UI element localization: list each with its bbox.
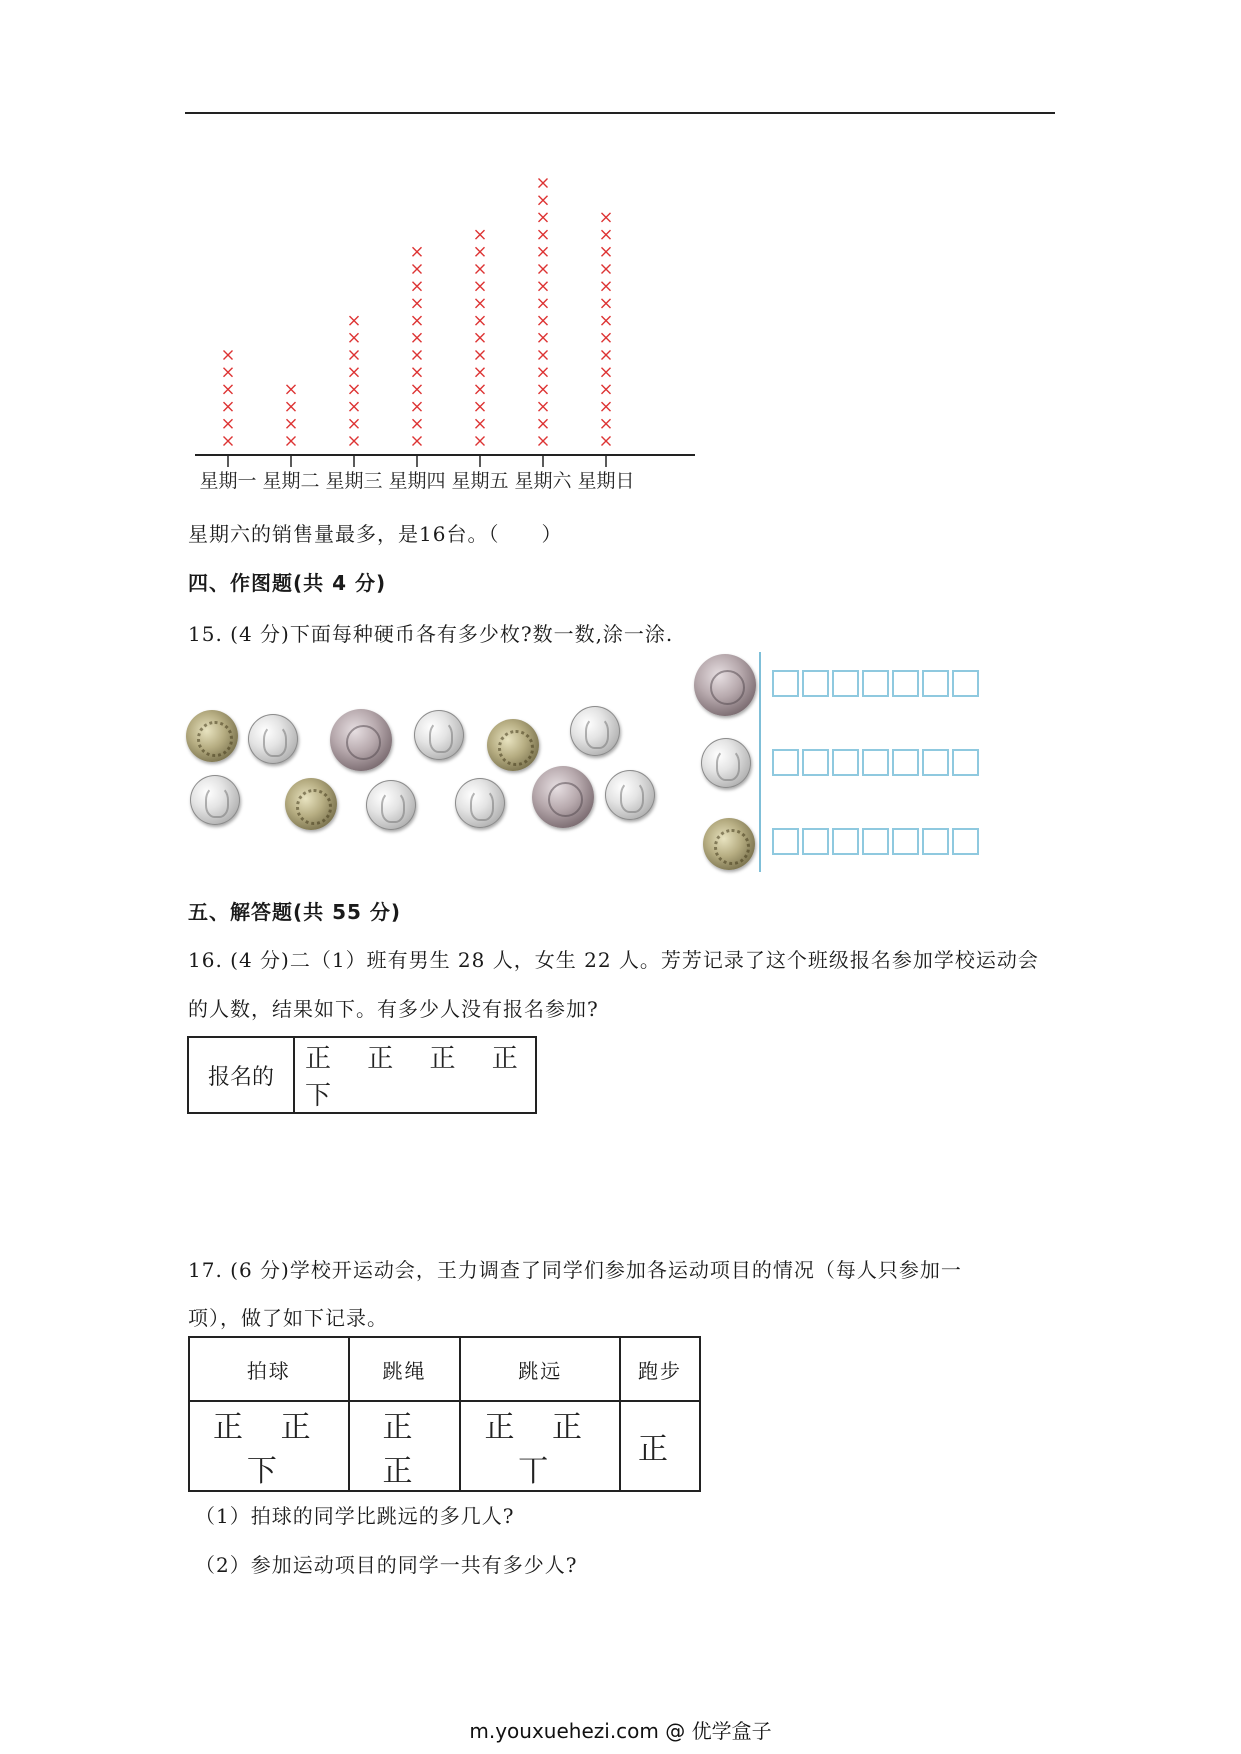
tally-mark <box>476 419 485 428</box>
q17-sub2: （2）参加运动项目的同学一共有多少人? <box>195 1553 578 1577</box>
box[interactable] <box>922 749 949 776</box>
q16-line2: 的人数，结果如下。有多少人没有报名参加? <box>188 997 599 1021</box>
box[interactable] <box>862 670 889 697</box>
box[interactable] <box>952 670 979 697</box>
tally-mark <box>602 419 611 428</box>
tally-mark <box>602 402 611 411</box>
box[interactable] <box>802 670 829 697</box>
q17-tally-table <box>188 1336 701 1492</box>
header-rule <box>185 112 1055 114</box>
tally-mark <box>224 402 233 411</box>
tally-mark <box>539 351 548 360</box>
coloring-boxes-1jiao[interactable] <box>772 828 982 855</box>
tally-mark <box>476 265 485 274</box>
tally-mark <box>476 316 485 325</box>
tally-mark <box>413 368 422 377</box>
tally-mark <box>539 179 548 188</box>
tally-mark <box>602 368 611 377</box>
box[interactable] <box>862 749 889 776</box>
coloring-boxes-1yuan[interactable] <box>772 749 982 776</box>
coin-1yuan <box>570 706 620 756</box>
box[interactable] <box>892 670 919 697</box>
box[interactable] <box>892 749 919 776</box>
box[interactable] <box>952 828 979 855</box>
tally-mark <box>413 385 422 394</box>
tally-mark <box>602 213 611 222</box>
tally-mark <box>413 437 422 446</box>
tally-mark <box>224 385 233 394</box>
q17-header: 跑步 <box>620 1337 700 1401</box>
tally-mark <box>287 419 296 428</box>
tally-mark <box>602 333 611 342</box>
coin-1jiao-gold <box>186 710 238 762</box>
tally-mark <box>539 368 548 377</box>
tally-mark <box>476 299 485 308</box>
tally-mark <box>287 402 296 411</box>
box[interactable] <box>832 828 859 855</box>
tally-mark <box>413 351 422 360</box>
coin-1yuan <box>455 778 505 828</box>
tally-mark <box>413 333 422 342</box>
box[interactable] <box>892 828 919 855</box>
box[interactable] <box>832 749 859 776</box>
tally-mark <box>539 196 548 205</box>
legend-coin-5jiao <box>694 654 756 716</box>
tally-mark <box>602 265 611 274</box>
day-label: 星期二 <box>262 470 320 492</box>
tally-mark <box>224 419 233 428</box>
coin-1yuan <box>414 710 464 760</box>
box[interactable] <box>832 670 859 697</box>
q16-tally-table <box>187 1036 537 1114</box>
coin-1yuan <box>366 780 416 830</box>
tally-mark <box>602 247 611 256</box>
tally-mark <box>413 282 422 291</box>
tally-mark <box>413 419 422 428</box>
tally-mark <box>602 437 611 446</box>
tally-mark <box>539 299 548 308</box>
day-label: 星期一 <box>199 470 257 492</box>
tally-mark <box>602 230 611 239</box>
q17-tally: 正 正 下 <box>189 1401 349 1491</box>
tally-mark <box>602 385 611 394</box>
tally-mark <box>539 282 548 291</box>
legend-coin-1jiao <box>703 818 755 870</box>
tally-mark <box>224 368 233 377</box>
footer: m.youxuehezi.com @ 优学盒子 <box>469 1719 772 1743</box>
coin-1yuan <box>605 770 655 820</box>
tally-mark <box>413 316 422 325</box>
day-label: 星期六 <box>514 470 572 492</box>
day-label: 星期五 <box>451 470 509 492</box>
tally-mark <box>539 333 548 342</box>
tally-mark <box>350 368 359 377</box>
tally-mark <box>350 333 359 342</box>
tally-mark <box>287 437 296 446</box>
tally-mark <box>539 230 548 239</box>
tally-mark <box>413 247 422 256</box>
q16-tally: 正 正 正 正 下 <box>294 1037 536 1113</box>
tally-mark <box>539 247 548 256</box>
coin-1yuan <box>248 714 298 764</box>
day-label: 星期四 <box>388 470 446 492</box>
legend-coin-1yuan <box>701 738 751 788</box>
coin-1jiao-gold <box>487 719 539 771</box>
q17-tally: 正 <box>620 1401 700 1491</box>
tally-mark <box>476 385 485 394</box>
box[interactable] <box>922 828 949 855</box>
sales-pictograph <box>190 160 710 500</box>
tally-mark <box>476 402 485 411</box>
tally-mark <box>602 316 611 325</box>
coloring-boxes-5jiao[interactable] <box>772 670 982 697</box>
tally-mark <box>602 282 611 291</box>
day-label: 星期三 <box>325 470 383 492</box>
q17-sub1: （1）拍球的同学比跳远的多几人? <box>195 1504 515 1528</box>
box[interactable] <box>952 749 979 776</box>
tally-mark <box>476 333 485 342</box>
tally-mark <box>224 437 233 446</box>
tally-mark <box>539 437 548 446</box>
tally-mark <box>224 351 233 360</box>
q17-header: 跳绳 <box>349 1337 461 1401</box>
coin-5jiao-big <box>330 709 392 771</box>
box[interactable] <box>862 828 889 855</box>
coin-5jiao-big <box>532 766 594 828</box>
coin-1yuan <box>190 775 240 825</box>
section5-title: 五、解答题(共 55 分) <box>188 900 402 924</box>
section4-title: 四、作图题(共 4 分) <box>188 571 387 595</box>
q15-text: 15. (4 分)下面每种硬币各有多少枚?数一数,涂一涂. <box>188 622 674 646</box>
box[interactable] <box>772 828 799 855</box>
q17-header: 拍球 <box>189 1337 349 1401</box>
tally-mark <box>350 385 359 394</box>
tally-mark <box>350 351 359 360</box>
tally-mark <box>539 316 548 325</box>
tally-mark <box>539 265 548 274</box>
tally-mark <box>539 385 548 394</box>
q17-tally: 正 正 <box>349 1401 461 1491</box>
box[interactable] <box>772 749 799 776</box>
box[interactable] <box>922 670 949 697</box>
tally-mark <box>539 419 548 428</box>
q17-tally: 正 正 丅 <box>460 1401 620 1491</box>
box[interactable] <box>802 749 829 776</box>
tally-mark <box>476 437 485 446</box>
tally-mark <box>350 316 359 325</box>
tally-mark <box>350 419 359 428</box>
q14-statement: 星期六的销售量最多，是16台。（ ） <box>188 522 563 546</box>
tally-mark <box>602 351 611 360</box>
day-label: 星期日 <box>577 470 635 492</box>
tally-mark <box>539 213 548 222</box>
box[interactable] <box>802 828 829 855</box>
tally-mark <box>413 402 422 411</box>
legend-divider <box>759 652 761 872</box>
q17-line2: 项），做了如下记录。 <box>188 1306 388 1330</box>
tally-mark <box>602 299 611 308</box>
tally-mark <box>413 265 422 274</box>
tally-mark <box>413 299 422 308</box>
tally-mark <box>350 437 359 446</box>
tally-mark <box>476 230 485 239</box>
coin-1jiao-gold <box>285 778 337 830</box>
q17-header: 跳远 <box>460 1337 620 1401</box>
tally-mark <box>476 247 485 256</box>
q16-label: 报名的 <box>188 1037 294 1113</box>
tally-mark <box>476 351 485 360</box>
tally-mark <box>539 402 548 411</box>
tally-mark <box>476 368 485 377</box>
tally-mark <box>350 402 359 411</box>
tally-mark <box>476 282 485 291</box>
q17-line1: 17. (6 分)学校开运动会，王力调查了同学们参加各运动项目的情况（每人只参加一 <box>188 1258 962 1282</box>
box[interactable] <box>772 670 799 697</box>
q16-line1: 16. (4 分)二（1）班有男生 28 人，女生 22 人。芳芳记录了这个班级报名参加学校运动会 <box>188 948 1039 972</box>
tally-mark <box>287 385 296 394</box>
